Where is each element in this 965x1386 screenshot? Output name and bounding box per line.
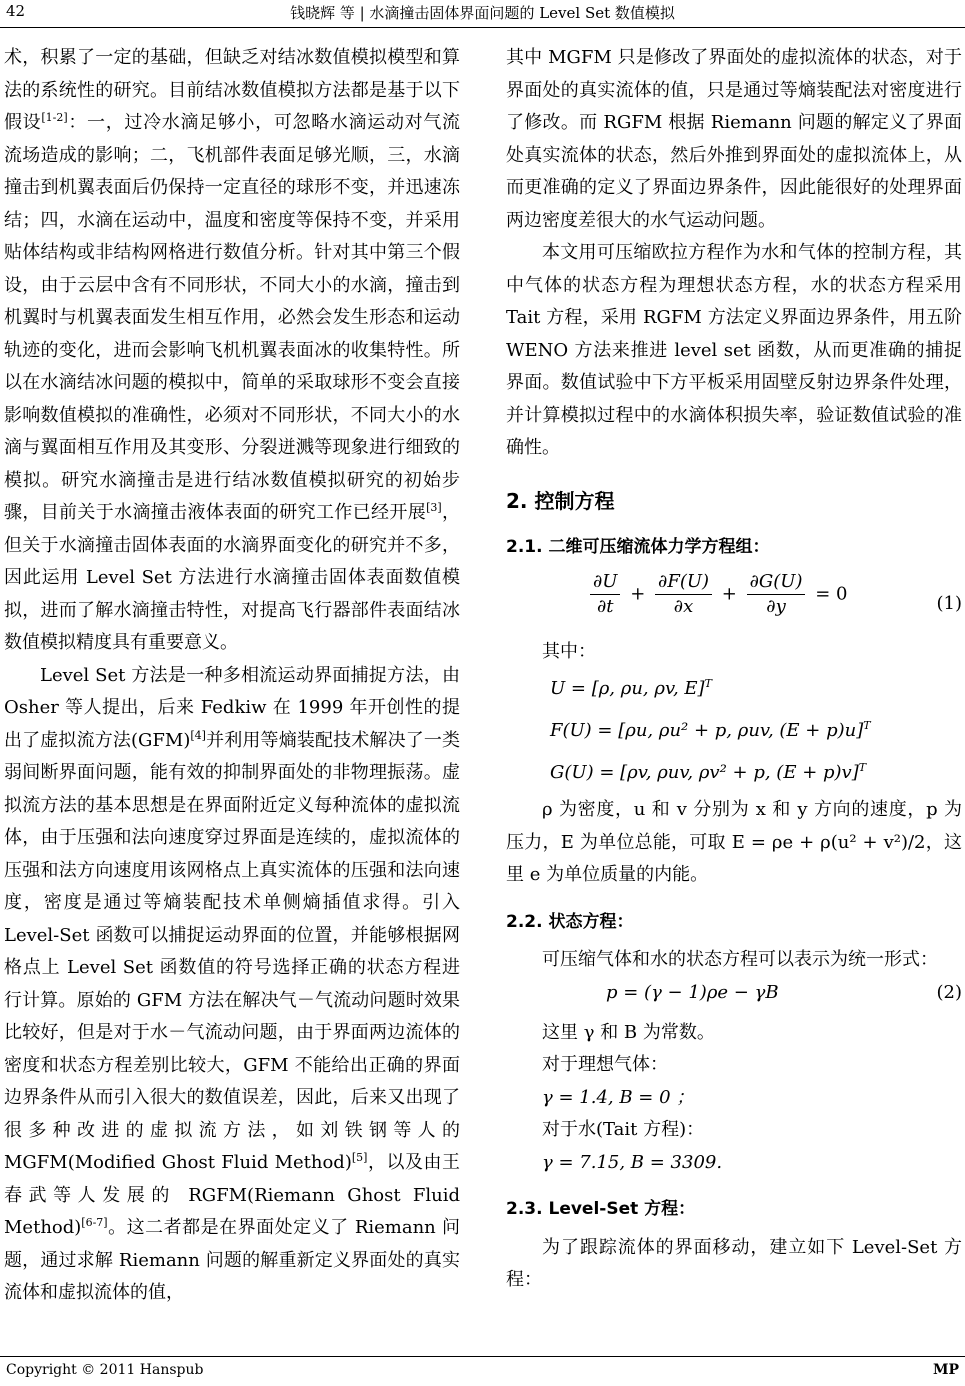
header-rule — [0, 27, 965, 28]
subsection-heading: 2.3. Level-Set 方程： — [506, 1199, 696, 1219]
page-header — [0, 2, 965, 28]
paragraph: 可压缩气体和水的状态方程可以表示为统一形式： — [542, 949, 938, 970]
section-heading: 2. 控制方程 — [506, 488, 615, 513]
right-column: 其中 MGFM 只是修改了界面处的虚拟流体的状态，对于界面处的真实流体的值，只是通过等熵装配法对密度进行了修改。而 RGFM 根据 Riemann 问题的解定义了界面处真实流体的状态，然后外推到界面处的虚拟流体上，从而更准确的定义了界面边界条件，因此能很好的处理界面两边密度差很大的水气运动问题。 本文用可压缩欧拉方程作为水和气体的控制方程，其中气体的状态方程为理想状态方程，水的状态方程采用 Tait 方程，采用 RGFM 方法定义界面边界条件，用五阶 WENO 方法来推进 level set 函数，从而更准确的捕捉界面。数值试验中下方平板采用固壁反射边界条件处理，并计算模拟过程中的水滴体积损失率，验证数值试验的准确性。 2. 控制方程 2.1. 二维可压缩流体力学方程组： $\frac{\partial U}{\partial t}$ + $\frac{\partial F(U)}{\partial x}$ + $\frac{\partial G(U)}{\partial y}$ = 0 (1) 其中： U = [ρ, ρu, ρv, E]$^T$ F(U) = [ρu, ρu² + p, ρuv, (E + p)u]$^T$ G(U) = [ρv, ρuv, ρv² + p, (E + p)v]$^T$ ρ 为密度，u 和 v 分别为 x 和 y 方向的速度，p 为压力，E 为单位总能，可取 E = ρe + ρ(u² + v²)/2，这里 e 为单位质量的内能。 2.2. 状态方程： 可压缩气体和水的状态方程可以表示为统一形式： p = (γ − 1)ρe − γB (2) 这里 γ 和 B 为常数。 对于理想气体： γ = 1.4, B = 0 ； 对于水(Tait 方程)： γ = 7.15, B = 3309. 2.3. Level-Set 方程： 为了跟踪流体的界面移动，建立如下 Level-Set 方程： — [506, 42, 962, 1297]
vector-u: U = [ρ, ρu, ρv, E]$^T$ — [550, 677, 712, 699]
subsection-heading: 2.1. 二维可压缩流体力学方程组： — [506, 537, 770, 557]
running-title: 钱晓辉 等 | 水滴撞击固体界面问题的 Level Set 数值模拟 — [290, 4, 675, 22]
flux-g: G(U) = [ρv, ρuv, ρv² + p, (E + p)v]$^T$ — [550, 761, 867, 783]
paragraph: 本文用可压缩欧拉方程作为水和气体的控制方程，其中气体的状态方程为理想状态方程，水的状态方程采用 Tait 方程，采用 RGFM 方法定义界面边界条件，用五阶 WENO 方法来推进 level set 函数，从而更准确的捕捉界面。数值试验中下方平板采用固壁反射边界条件处理，并计算模拟过程中的水滴体积损失率，验证数值试验的准确性。 — [506, 242, 962, 458]
paragraph: 为了跟踪流体的界面移动，建立如下 Level-Set 方程： — [506, 1236, 962, 1290]
left-column — [4, 42, 460, 1310]
paragraph: ρ 为密度，u 和 v 分别为 x 和 y 方向的速度，p 为压力，E 为单位总能，可取 E = ρe + ρ(u² + v²)/2，这里 e 为单位质量的内能。 — [506, 799, 962, 885]
paragraph: 术，积累了一定的基础，但缺乏对结冰数值模拟模型和算法的系统性的研究。目前结冰数值模拟方法都是基于以下假设[1-2]：一，过冷水滴足够小，可忽略水滴运动对气流流场造成的影响；二，飞机部件表面足够光顺，三，水滴撞击到机翼表面后仍保持一定直径的球形不变，并迅速冻结；四，水滴在运动中，温度和密度等保持不变，并采用贴体结构或非结构网格进行数值分析。针对其中第三个假设，由于云层中含有不同形状，不同大小的水滴，撞击到机翼时与机翼表面发生相互作用，必然会发生形态和运动轨迹的变化，进而会影响飞机机翼表面冰的收集特性。所以在水滴结冰问题的模拟中，简单的采取球形不变会直接影响数值模拟的准确性，必须对不同形状，不同大小的水滴与翼面相互作用及其变形、分裂迸溅等现象进行细致的模拟。研究水滴撞击是进行结冰数值模拟研究的初始步骤，目前关于水滴撞击液体表面的研究工作已经开展[3]，但关于水滴撞击固体表面的水滴界面变化的研究并不多，因此运用 Level Set 方法进行水滴撞击固体表面数值模拟，进而了解水滴撞击特性，对提高飞行器部件表面结冰数值模拟精度具有重要意义。 — [4, 47, 461, 653]
equation-1: $\frac{\partial U}{\partial t}$ + $\frac{\partial F(U)}{\partial x}$ + $\frac{\partial G(U)}{\partial y}$ = 0 (1) — [506, 570, 962, 636]
journal-code: MP — [932, 1362, 959, 1378]
where-label: 其中： — [542, 640, 596, 662]
copyright: Copyright © 2011 Hanspub — [6, 1362, 204, 1378]
flux-f: F(U) = [ρu, ρu² + p, ρuv, (E + p)u]$^T$ — [550, 719, 871, 741]
paragraph: 其中 MGFM 只是修改了界面处的虚拟流体的状态，对于界面处的真实流体的值，只是通过等熵装配法对密度进行了修改。而 RGFM 根据 Riemann 问题的解定义了界面处真实流体的状态，然后外推到界面处的虚拟流体上，从而更准确的定义了界面边界条件，因此能很好的处理界面两边密度差很大的水气运动问题。 — [506, 47, 962, 231]
equation-2: p = (γ − 1)ρe − γB (2) — [606, 981, 962, 1003]
page-number: 42 — [6, 2, 26, 20]
subsection-heading: 2.2. 状态方程： — [506, 911, 634, 932]
paragraph: Level Set 方法是一种多相流运动界面捕捉方法，由 Osher 等人提出，后来 Fedkiw 在 1999 年开创性的提出了虚拟流方法(GFM)[4]并利用等熵装配技术解决了一类弱间断界面问题，能有效的抑制界面处的非物理振荡。虚拟流方法的基本思想是在界面附近定义每种流体的虚拟流体，由于压强和法向速度穿过界面是连续的，虚拟流体的压强和法方向速度用该网格点上真实流体的压强和法向速度，密度是通过等熵装配技术单侧熵插值求得。引入 Level-Set 函数可以捕捉运动界面的位置，并能够根据网格点上 Level Set 函数值的符号选择正确的状态方程进行计算。原始的 GFM 方法在解决气－气流动问题时效果比较好，但是对于水－气流动问题，由于界面两边流体的密度和状态方程差别比较大，GFM 不能给出正确的界面边界条件从而引入很大的数值误差，因此，后来又出现了很多种改进的虚拟流方法，如刘铁钢等人的 MGFM(Modified Ghost Fluid Method)[5]，以及由王春武等人发展的 RGFM(Riemann Ghost Fluid Method)[6-7]。这二者都是在界面处定义了 Riemann 问题，通过求解 Riemann 问题的解重新定义界面处的真实流体和虚拟流体的值， — [4, 664, 461, 1303]
